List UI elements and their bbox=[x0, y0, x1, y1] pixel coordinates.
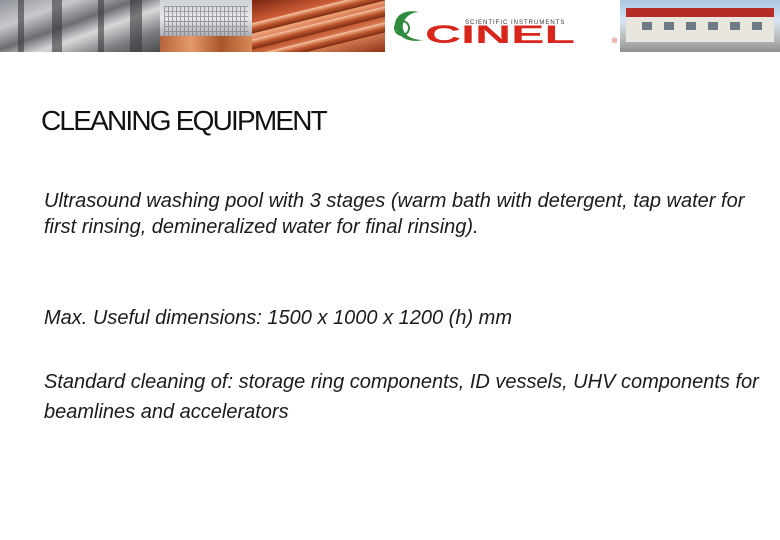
cinel-logo bbox=[385, 0, 620, 52]
slide-title: CLEANING EQUIPMENT bbox=[41, 105, 326, 136]
factory-building-photo bbox=[620, 0, 780, 52]
registered-mark: ® bbox=[612, 38, 618, 45]
copper-tubes-photo bbox=[252, 0, 385, 52]
cinel-logo-mark bbox=[385, 0, 620, 52]
vacuum-equipment-photo bbox=[0, 0, 160, 52]
logo-tagline: SCIENTIFIC INSTRUMENTS bbox=[465, 20, 566, 26]
paragraph-dimensions: Max. Useful dimensions: 1500 x 1000 x 1200 (h) mm bbox=[44, 307, 512, 329]
brand-wordmark: CINEL bbox=[425, 21, 575, 49]
mesh-and-copper-photo bbox=[160, 0, 252, 52]
paragraph-standard-cleaning: Standard cleaning of: storage ring components, ID vessels, UHV components for beamlines and accelerators bbox=[44, 371, 759, 423]
paragraph-washing-pool: Ultrasound washing pool with 3 stages (warm bath with detergent, tap water for first rinsing, demineralized water for final rinsing). bbox=[44, 190, 745, 238]
header-banner bbox=[0, 0, 780, 52]
